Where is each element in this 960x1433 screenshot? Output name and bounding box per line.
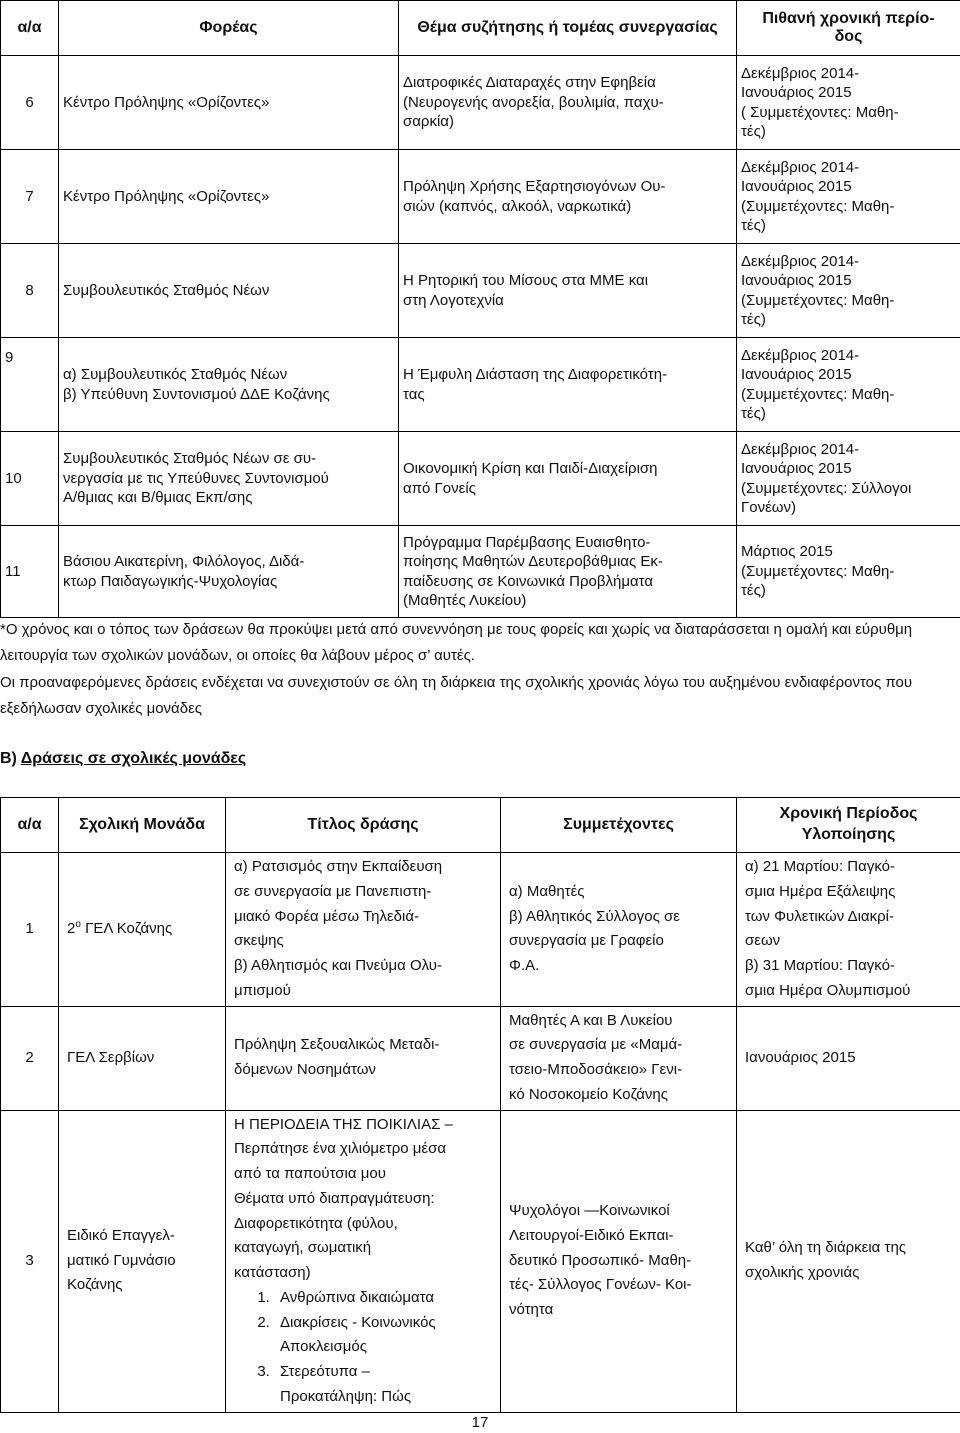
row-period: Ιανουάριος 2015 [737, 1006, 960, 1110]
row-period: Δεκέμβριος 2014- Ιανουάριος 2015 ( Συμμετέχοντες: Μαθη- τές) [737, 56, 960, 150]
section-prefix: Β) [0, 750, 21, 767]
row-topic: Πρόγραμμα Παρέμβασης Ευαισθητο- ποίησης Μαθητών Δευτεροβάθμιας Εκ- παίδευσης σε Κοινωνικά Προβλήματα (Μαθητές Λυκείου) [399, 526, 737, 618]
table-row [1, 56, 960, 150]
row-title: Πρόληψη Σεξουαλικώς Μεταδι- δόμενων Νοσημάτων [226, 1006, 501, 1110]
row-number: 7 [1, 150, 59, 244]
col-header-participants: Συμμετέχοντες [501, 798, 737, 853]
school-actions-table [0, 797, 960, 1413]
col-header-topic: Θέμα συζήτησης ή τομέας συνεργασίας [399, 1, 737, 56]
col-header-period: Χρονική Περίοδος Υλοποίησης [737, 798, 960, 853]
row-participants: Μαθητές Α και Β Λυκείου σε συνεργασία με «Μαμά- τσειο-Μποδοσάκειο» Γενι- κό Νοσοκομείο Κοζάνης [501, 1006, 737, 1110]
row-number: 11 [1, 526, 59, 618]
topic-list [234, 1286, 492, 1410]
school-number: 2 [67, 920, 75, 937]
note-timing: *Ο χρόνος και ο τόπος των δράσεων θα προκύψει μετά από συνεννόηση με τους φορείς και χωρίς να διαταράσσεται η ομαλή και εύρυθμη λειτουργία των σχολικών μονάδων, οι οποίες θα λάβουν μέρος σ’ αυτές. [0, 617, 960, 670]
row-number: 8 [1, 244, 59, 338]
table-row [1, 244, 960, 338]
table-row [1, 432, 960, 526]
row-body: Συμβουλευτικός Σταθμός Νέων [59, 244, 399, 338]
row-body: Κέντρο Πρόληψης «Ορίζοντες» [59, 56, 399, 150]
col-header-aa: α/α [1, 798, 59, 853]
row-title [226, 1110, 501, 1412]
row-number: 3 [1, 1110, 59, 1412]
row-topic: Πρόληψη Χρήσης Εξαρτησιογόνων Ου- σιών (καπνός, αλκοόλ, ναρκωτικά) [399, 150, 737, 244]
row-school [59, 853, 226, 1007]
table-row [1, 1110, 960, 1412]
row-topic: Η Ρητορική του Μίσους στα ΜΜΕ και στη Λογοτεχνία [399, 244, 737, 338]
row-school: ΓΕΛ Σερβίων [59, 1006, 226, 1110]
title-text: Η ΠΕΡΙΟΔΕΙΑ ΤΗΣ ΠΟΙΚΙΛΙΑΣ – Περπάτησε ένα χιλιόμετρο μέσα από τα παπούτσια μου Θέματα υπό διαπραγμάτευση: Διαφορετικότητα (φύλου, καταγωγή, σωματική κατάσταση) [234, 1113, 492, 1286]
row-period: Δεκέμβριος 2014- Ιανουάριος 2015 (Συμμετέχοντες: Σύλλογοι Γονέων) [737, 432, 960, 526]
section-title: Δράσεις σε σχολικές μονάδες [21, 750, 246, 767]
row-period: Δεκέμβριος 2014- Ιανουάριος 2015 (Συμμετέχοντες: Μαθη- τές) [737, 338, 960, 432]
row-period: Μάρτιος 2015 (Συμμετέχοντες: Μαθη- τές) [737, 526, 960, 618]
row-number: 2 [1, 1006, 59, 1110]
note-continuation: Οι προαναφερόμενες δράσεις ενδέχεται να συνεχιστούν σε όλη τη διάρκεια της σχολικής χρονιάς λόγω του αυξημένου ενδιαφέροντος που εξεδήλωσαν σχολικές μονάδες [0, 670, 960, 723]
row-topic: Οικονομική Κρίση και Παιδί-Διαχείριση από Γονείς [399, 432, 737, 526]
row-number: 10 [1, 432, 59, 526]
list-item: 3. Στερεότυπα – Προκατάληψη: Πώς [274, 1360, 492, 1410]
row-topic: Διατροφικές Διαταραχές στην Εφηβεία (Νευρογενής ανορεξία, βουλιμία, παχυ- σαρκία) [399, 56, 737, 150]
col-header-title: Τίτλος δράσης [226, 798, 501, 853]
list-item: 2. Διακρίσεις - Κοινωνικός Αποκλεισμός [274, 1311, 492, 1361]
school-name: ΓΕΛ Κοζάνης [81, 920, 172, 937]
row-topic: Η Έμφυλη Διάσταση της Διαφορετικότη- τας [399, 338, 737, 432]
col-header-aa: α/α [1, 1, 59, 56]
row-number: 9 [1, 338, 59, 432]
row-period: Δεκέμβριος 2014- Ιανουάριος 2015 (Συμμετέχοντες: Μαθη- τές) [737, 150, 960, 244]
row-period: Καθ’ όλη τη διάρκεια της σχολικής χρονιάς [737, 1110, 960, 1412]
col-header-period: Πιθανή χρονική περίο- δος [737, 1, 960, 56]
table-row [1, 338, 960, 432]
row-number: 6 [1, 56, 59, 150]
row-period: Δεκέμβριος 2014- Ιανουάριος 2015 (Συμμετέχοντες: Μαθη- τές) [737, 244, 960, 338]
row-period: α) 21 Μαρτίου: Παγκό- σμια Ημέρα Εξάλειψης των Φυλετικών Διακρί- σεων β) 31 Μαρτίου: Παγκό- σμια Ημέρα Ολυμπισμού [737, 853, 960, 1007]
col-header-body: Φορέας [59, 1, 399, 56]
section-heading [0, 749, 246, 770]
table-row [1, 150, 960, 244]
list-item: 1. Ανθρώπινα δικαιώματα [274, 1286, 492, 1311]
table-row [1, 526, 960, 618]
row-participants: Ψυχολόγοι —Κοινωνικοί Λειτουργοί-Ειδικό Εκπαι- δευτικό Προσωπικό- Μαθη- τές- Σύλλογος Γονέων- Κοι- νότητα [501, 1110, 737, 1412]
row-body: Κέντρο Πρόληψης «Ορίζοντες» [59, 150, 399, 244]
table-row [1, 1006, 960, 1110]
table-row [1, 853, 960, 1007]
col-header-school: Σχολική Μονάδα [59, 798, 226, 853]
row-participants: α) Μαθητές β) Αθλητικός Σύλλογος σε συνεργασία με Γραφείο Φ.Α. [501, 853, 737, 1007]
partners-table [0, 0, 960, 618]
school-table-header [1, 798, 960, 853]
row-number: 1 [1, 853, 59, 1007]
school-ordinal: ο [75, 919, 81, 930]
row-body: Βάσιου Αικατερίνη, Φιλόλογος, Διδά- κτωρ Παιδαγωγικής-Ψυχολογίας [59, 526, 399, 618]
partners-table-header [1, 1, 960, 56]
row-body: α) Συμβουλευτικός Σταθμός Νέων β) Υπεύθυνη Συντονισμού ΔΔΕ Κοζάνης [59, 338, 399, 432]
row-school: Ειδικό Επαγγελ- ματικό Γυμνάσιο Κοζάνης [59, 1110, 226, 1412]
page-number: 17 [0, 1413, 960, 1433]
row-body: Συμβουλευτικός Σταθμός Νέων σε συ- νεργασία με τις Υπεύθυνες Συντονισμού Α/θμιας και Β/θμιας Εκπ/σης [59, 432, 399, 526]
notes [0, 617, 960, 722]
row-title: α) Ρατσισμός στην Εκπαίδευση σε συνεργασία με Πανεπιστη- μιακό Φορέα μέσω Τηλεδιά- σκεψης β) Αθλητισμός και Πνεύμα Ολυ- μπισμού [226, 853, 501, 1007]
